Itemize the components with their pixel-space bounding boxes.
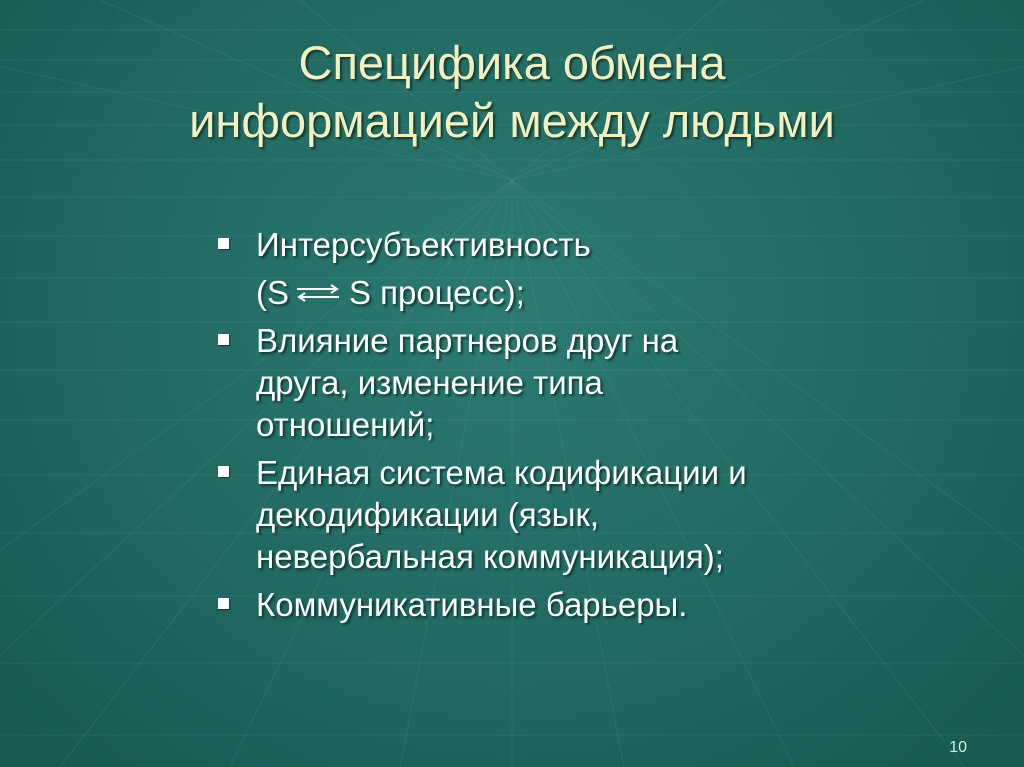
subline-suffix: S процесс); [349,274,525,311]
bullet-text: Коммуникативные барьеры. [256,586,688,623]
bullet-subline-process [216,272,976,314]
bullet-item-communication-barriers [216,584,976,626]
page-number: 10 [949,739,967,756]
bullet-text: друга, изменение типа [256,364,603,401]
square-bullet-icon [218,466,229,477]
title-line-2: информацией между людьми [189,94,835,147]
subline-prefix: (S [256,274,289,311]
square-bullet-icon [218,598,229,609]
square-bullet-icon [218,238,229,249]
bullet-text: Влияние партнеров друг на [256,322,679,359]
title-line-1: Специфика обмена [298,36,726,89]
bullet-text: Интерсубъективность [256,226,591,263]
bullet-item-intersubjectivity [216,224,976,266]
bullet-item-codification-system [216,452,976,578]
bullet-text: отношений; [256,406,435,443]
bullet-text: Единая система кодификации и [256,454,747,491]
bidirectional-arrow-icon [293,283,343,303]
bullet-item-partner-influence [216,320,976,446]
bullet-list [216,224,976,632]
bullet-text: невербальная коммуникация); [256,538,724,575]
square-bullet-icon [218,334,229,345]
bullet-text: декодификации (язык, [256,496,600,533]
slide-title [0,34,1024,150]
